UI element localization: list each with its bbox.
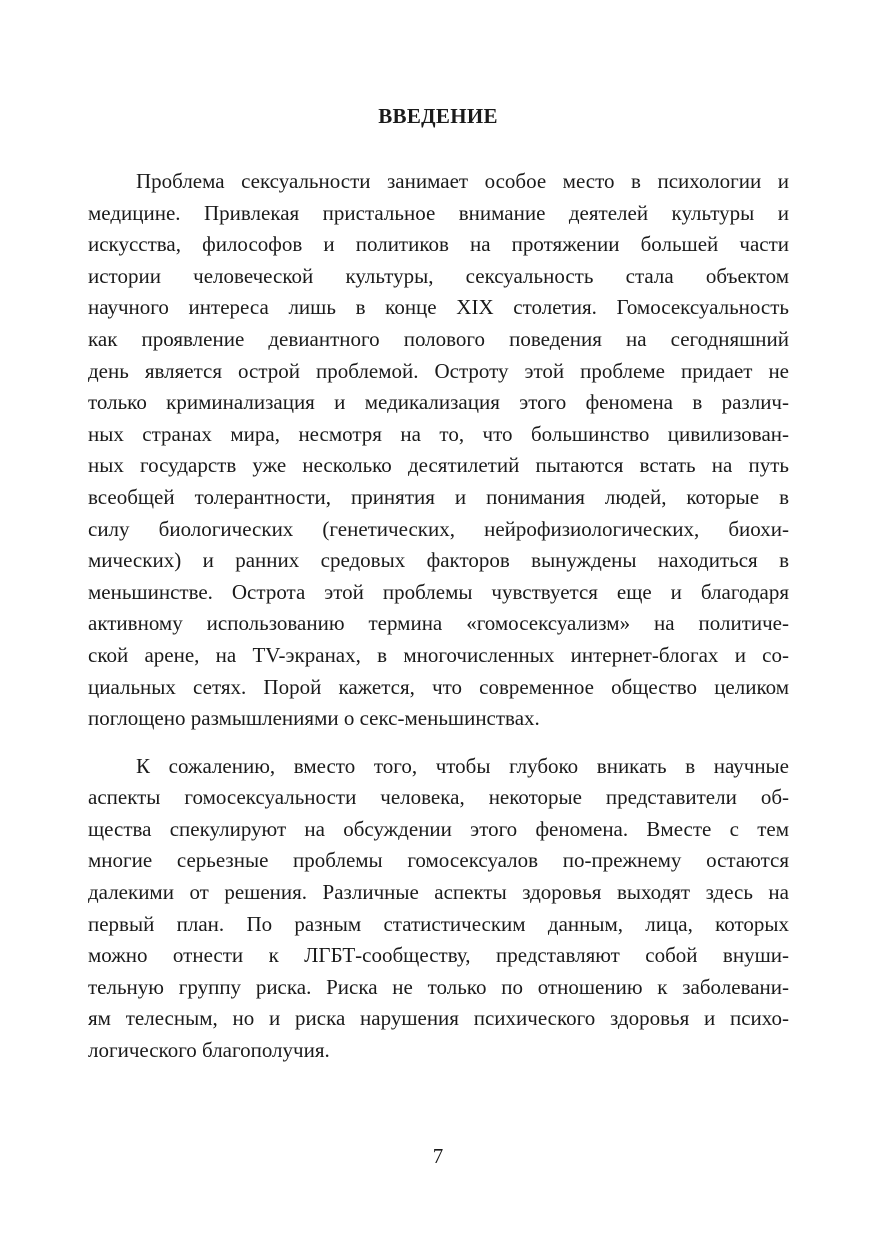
text-line: Проблема сексуальности занимает особое место в психологии и	[136, 169, 789, 193]
text-line: тельную группу риска. Риска не только по отношению к заболевани-	[88, 974, 789, 999]
text-line: циальных сетях. Порой кажется, что современное общество целиком	[88, 674, 789, 699]
page-number: 7	[432, 1144, 444, 1168]
text-line: как проявление девиантного полового поведения на сегодняшний	[88, 326, 789, 351]
text-line: щества спекулируют на обсуждении этого феномена. Вместе с тем	[88, 816, 789, 841]
text-line: активному использованию термина «гомосексуализм» на политиче-	[88, 611, 789, 636]
text-line: день является острой проблемой. Остроту этой проблеме придает не	[88, 358, 789, 383]
text-line: К сожалению, вместо того, чтобы глубоко вникать в научные	[136, 753, 789, 778]
text-line: мических) и ранних средовых факторов вынуждены находиться в	[88, 548, 789, 573]
text-line: ных государств уже несколько десятилетий пытаются встать на путь	[88, 453, 789, 478]
text-line: поглощено размышлениями о секс-меньшинствах.	[88, 706, 540, 731]
text-line: всеобщей толерантности, принятия и понимания людей, которые в	[88, 484, 789, 509]
text-line: искусства, философов и политиков на протяжении большей части	[88, 232, 789, 257]
paragraph-1	[88, 166, 789, 735]
text-line: истории человеческой культуры, сексуальность стала объектом	[88, 263, 789, 288]
text-line: логического благополучия.	[88, 1038, 330, 1063]
text-line: первый план. По разным статистическим данным, лица, которых	[88, 911, 789, 936]
text-line: далекими от решения. Различные аспекты здоровья выходят здесь на	[88, 880, 789, 905]
paragraph-2	[88, 751, 789, 1067]
text-line: меньшинстве. Острота этой проблемы чувствуется еще и благодаря	[88, 579, 789, 604]
page-title: ВВЕДЕНИЕ	[378, 104, 498, 128]
text-line: силу биологических (генетических, нейрофизиологических, биохи-	[88, 516, 789, 541]
text-line: многие серьезные проблемы гомосексуалов по-прежнему остаются	[88, 848, 789, 873]
text-line: можно отнести к ЛГБТ-сообществу, представляют собой внуши-	[88, 943, 789, 968]
text-line: ям телесным, но и риска нарушения психического здоровья и психо-	[88, 1006, 789, 1031]
body-text	[88, 166, 789, 1083]
text-line: только криминализация и медикализация этого феномена в различ-	[88, 390, 789, 415]
text-line: ных странах мира, несмотря на то, что большинство цивилизован-	[88, 421, 789, 446]
text-line: медицине. Привлекая пристальное внимание деятелей культуры и	[88, 200, 789, 225]
text-line: аспекты гомосексуальности человека, некоторые представители об-	[88, 785, 789, 810]
text-line: ской арене, на TV-экранах, в многочисленных интернет-блогах и со-	[88, 642, 789, 667]
text-line: научного интереса лишь в конце XIX столетия. Гомосексуальность	[88, 295, 789, 320]
